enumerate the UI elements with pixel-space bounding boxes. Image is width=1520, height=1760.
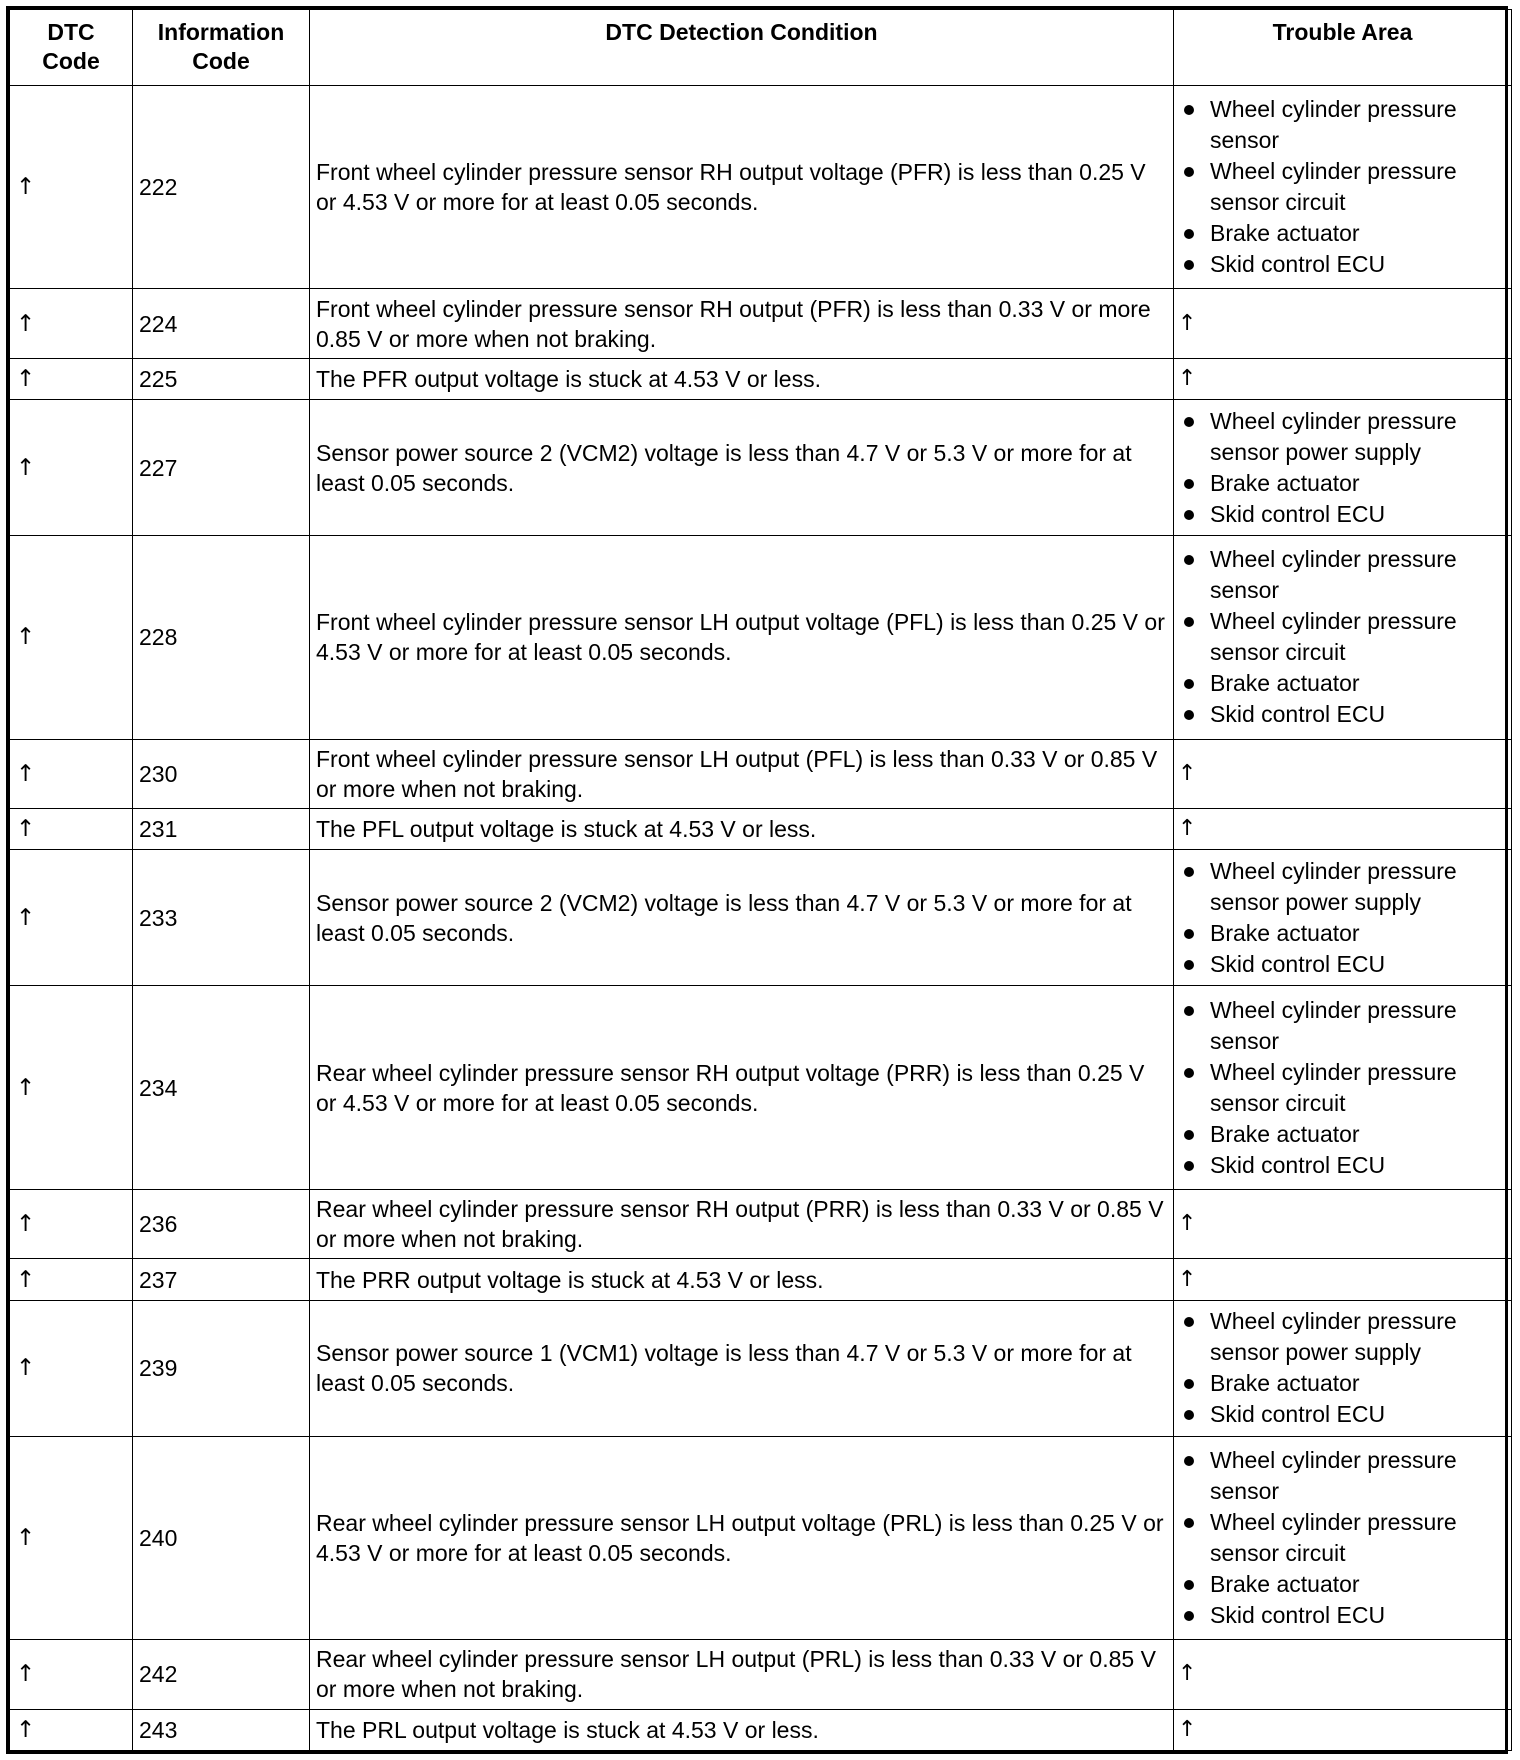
information-code-cell: 242	[133, 1639, 310, 1709]
table-row	[10, 1436, 1512, 1639]
table-row	[10, 1300, 1512, 1436]
list-item: Wheel cylinder pressure sensor circuit	[1180, 1507, 1505, 1569]
table-row	[10, 289, 1512, 359]
trouble-area-cell: ↑	[1174, 1259, 1512, 1300]
list-item: Skid control ECU	[1180, 949, 1505, 980]
trouble-area-cell	[1174, 986, 1512, 1189]
detection-condition-cell: The PRR output voltage is stuck at 4.53 V or less.	[310, 1259, 1174, 1300]
information-code-cell: 233	[133, 850, 310, 986]
dtc-code-cell: ↑	[10, 536, 133, 739]
detection-condition-cell: Rear wheel cylinder pressure sensor LH output voltage (PRL) is less than 0.25 V or 4.53 V or more for at least 0.05 seconds.	[310, 1436, 1174, 1639]
trouble-area-list	[1180, 995, 1505, 1181]
trouble-area-cell: ↑	[1174, 739, 1512, 809]
detection-condition-cell: Rear wheel cylinder pressure sensor RH output (PRR) is less than 0.33 V or 0.85 V or more when not braking.	[310, 1189, 1174, 1259]
table-row	[10, 536, 1512, 739]
information-code-cell: 224	[133, 289, 310, 359]
trouble-area-cell: ↑	[1174, 1639, 1512, 1709]
list-item: Brake actuator	[1180, 1368, 1505, 1399]
dtc-table-frame	[6, 6, 1508, 1754]
dtc-code-cell: ↑	[10, 86, 133, 289]
table-row	[10, 400, 1512, 536]
trouble-area-list	[1180, 1306, 1505, 1430]
dtc-table	[9, 9, 1512, 1751]
information-code-cell: 237	[133, 1259, 310, 1300]
table-row	[10, 850, 1512, 986]
table-row	[10, 86, 1512, 289]
dtc-code-cell: ↑	[10, 289, 133, 359]
dtc-code-cell: ↑	[10, 1436, 133, 1639]
detection-condition-cell: Front wheel cylinder pressure sensor RH output voltage (PFR) is less than 0.25 V or 4.53 V or more for at least 0.05 seconds.	[310, 86, 1174, 289]
list-item: Skid control ECU	[1180, 499, 1505, 530]
list-item: Wheel cylinder pressure sensor power supply	[1180, 1306, 1505, 1368]
dtc-code-cell: ↑	[10, 1300, 133, 1436]
detection-condition-cell: Rear wheel cylinder pressure sensor RH output voltage (PRR) is less than 0.25 V or 4.53 V or more for at least 0.05 seconds.	[310, 986, 1174, 1189]
dtc-code-cell: ↑	[10, 1639, 133, 1709]
detection-condition-cell: Sensor power source 2 (VCM2) voltage is less than 4.7 V or 5.3 V or more for at least 0.05 seconds.	[310, 850, 1174, 986]
table-row	[10, 1639, 1512, 1709]
trouble-area-cell	[1174, 86, 1512, 289]
information-code-cell: 230	[133, 739, 310, 809]
information-code-cell: 222	[133, 86, 310, 289]
trouble-area-cell: ↑	[1174, 809, 1512, 850]
trouble-area-cell: ↑	[1174, 289, 1512, 359]
detection-condition-cell: Sensor power source 2 (VCM2) voltage is less than 4.7 V or 5.3 V or more for at least 0.05 seconds.	[310, 400, 1174, 536]
dtc-code-cell: ↑	[10, 739, 133, 809]
information-code-cell: 234	[133, 986, 310, 1189]
list-item: Wheel cylinder pressure sensor circuit	[1180, 1057, 1505, 1119]
list-item: Wheel cylinder pressure sensor circuit	[1180, 156, 1505, 218]
list-item: Skid control ECU	[1180, 1399, 1505, 1430]
dtc-code-cell: ↑	[10, 809, 133, 850]
information-code-cell: 236	[133, 1189, 310, 1259]
trouble-area-cell	[1174, 536, 1512, 739]
list-item: Brake actuator	[1180, 468, 1505, 499]
detection-condition-cell: Front wheel cylinder pressure sensor LH output voltage (PFL) is less than 0.25 V or 4.53 V or more for at least 0.05 seconds.	[310, 536, 1174, 739]
dtc-code-cell: ↑	[10, 358, 133, 399]
list-item: Brake actuator	[1180, 1119, 1505, 1150]
header-information-code: Information Code	[133, 10, 310, 86]
list-item: Skid control ECU	[1180, 699, 1505, 730]
dtc-code-cell: ↑	[10, 1189, 133, 1259]
trouble-area-list	[1180, 94, 1505, 280]
list-item: Skid control ECU	[1180, 249, 1505, 280]
information-code-cell: 228	[133, 536, 310, 739]
dtc-code-cell: ↑	[10, 986, 133, 1189]
list-item: Wheel cylinder pressure sensor power supply	[1180, 406, 1505, 468]
list-item: Skid control ECU	[1180, 1150, 1505, 1181]
detection-condition-cell: Front wheel cylinder pressure sensor LH output (PFL) is less than 0.33 V or 0.85 V or more when not braking.	[310, 739, 1174, 809]
list-item: Brake actuator	[1180, 1569, 1505, 1600]
detection-condition-cell: The PFL output voltage is stuck at 4.53 V or less.	[310, 809, 1174, 850]
dtc-code-cell: ↑	[10, 1709, 133, 1750]
table-header-row	[10, 10, 1512, 86]
trouble-area-cell: ↑	[1174, 1189, 1512, 1259]
header-detection-condition: DTC Detection Condition	[310, 10, 1174, 86]
trouble-area-cell	[1174, 1300, 1512, 1436]
list-item: Brake actuator	[1180, 918, 1505, 949]
information-code-cell: 243	[133, 1709, 310, 1750]
information-code-cell: 239	[133, 1300, 310, 1436]
list-item: Skid control ECU	[1180, 1600, 1505, 1631]
detection-condition-cell: Front wheel cylinder pressure sensor RH output (PFR) is less than 0.33 V or more 0.85 V or more when not braking.	[310, 289, 1174, 359]
trouble-area-list	[1180, 1445, 1505, 1631]
list-item: Wheel cylinder pressure sensor	[1180, 1445, 1505, 1507]
table-body	[10, 86, 1512, 1751]
information-code-cell: 225	[133, 358, 310, 399]
table-row	[10, 739, 1512, 809]
dtc-code-cell: ↑	[10, 400, 133, 536]
information-code-cell: 240	[133, 1436, 310, 1639]
table-row	[10, 1709, 1512, 1750]
detection-condition-cell: The PRL output voltage is stuck at 4.53 V or less.	[310, 1709, 1174, 1750]
information-code-cell: 227	[133, 400, 310, 536]
trouble-area-list	[1180, 544, 1505, 730]
list-item: Wheel cylinder pressure sensor circuit	[1180, 606, 1505, 668]
table-row	[10, 986, 1512, 1189]
trouble-area-cell: ↑	[1174, 358, 1512, 399]
table-row	[10, 809, 1512, 850]
list-item: Brake actuator	[1180, 218, 1505, 249]
table-row	[10, 1259, 1512, 1300]
dtc-code-cell: ↑	[10, 1259, 133, 1300]
header-trouble-area: Trouble Area	[1174, 10, 1512, 86]
table-row	[10, 358, 1512, 399]
detection-condition-cell: The PFR output voltage is stuck at 4.53 V or less.	[310, 358, 1174, 399]
trouble-area-list	[1180, 406, 1505, 530]
detection-condition-cell: Rear wheel cylinder pressure sensor LH output (PRL) is less than 0.33 V or 0.85 V or more when not braking.	[310, 1639, 1174, 1709]
list-item: Wheel cylinder pressure sensor power supply	[1180, 856, 1505, 918]
dtc-code-cell: ↑	[10, 850, 133, 986]
table-row	[10, 1189, 1512, 1259]
trouble-area-cell: ↑	[1174, 1709, 1512, 1750]
information-code-cell: 231	[133, 809, 310, 850]
header-dtc-code: DTC Code	[10, 10, 133, 86]
detection-condition-cell: Sensor power source 1 (VCM1) voltage is less than 4.7 V or 5.3 V or more for at least 0.05 seconds.	[310, 1300, 1174, 1436]
list-item: Wheel cylinder pressure sensor	[1180, 544, 1505, 606]
trouble-area-cell	[1174, 1436, 1512, 1639]
trouble-area-list	[1180, 856, 1505, 980]
list-item: Wheel cylinder pressure sensor	[1180, 995, 1505, 1057]
trouble-area-cell	[1174, 850, 1512, 986]
list-item: Wheel cylinder pressure sensor	[1180, 94, 1505, 156]
trouble-area-cell	[1174, 400, 1512, 536]
list-item: Brake actuator	[1180, 668, 1505, 699]
